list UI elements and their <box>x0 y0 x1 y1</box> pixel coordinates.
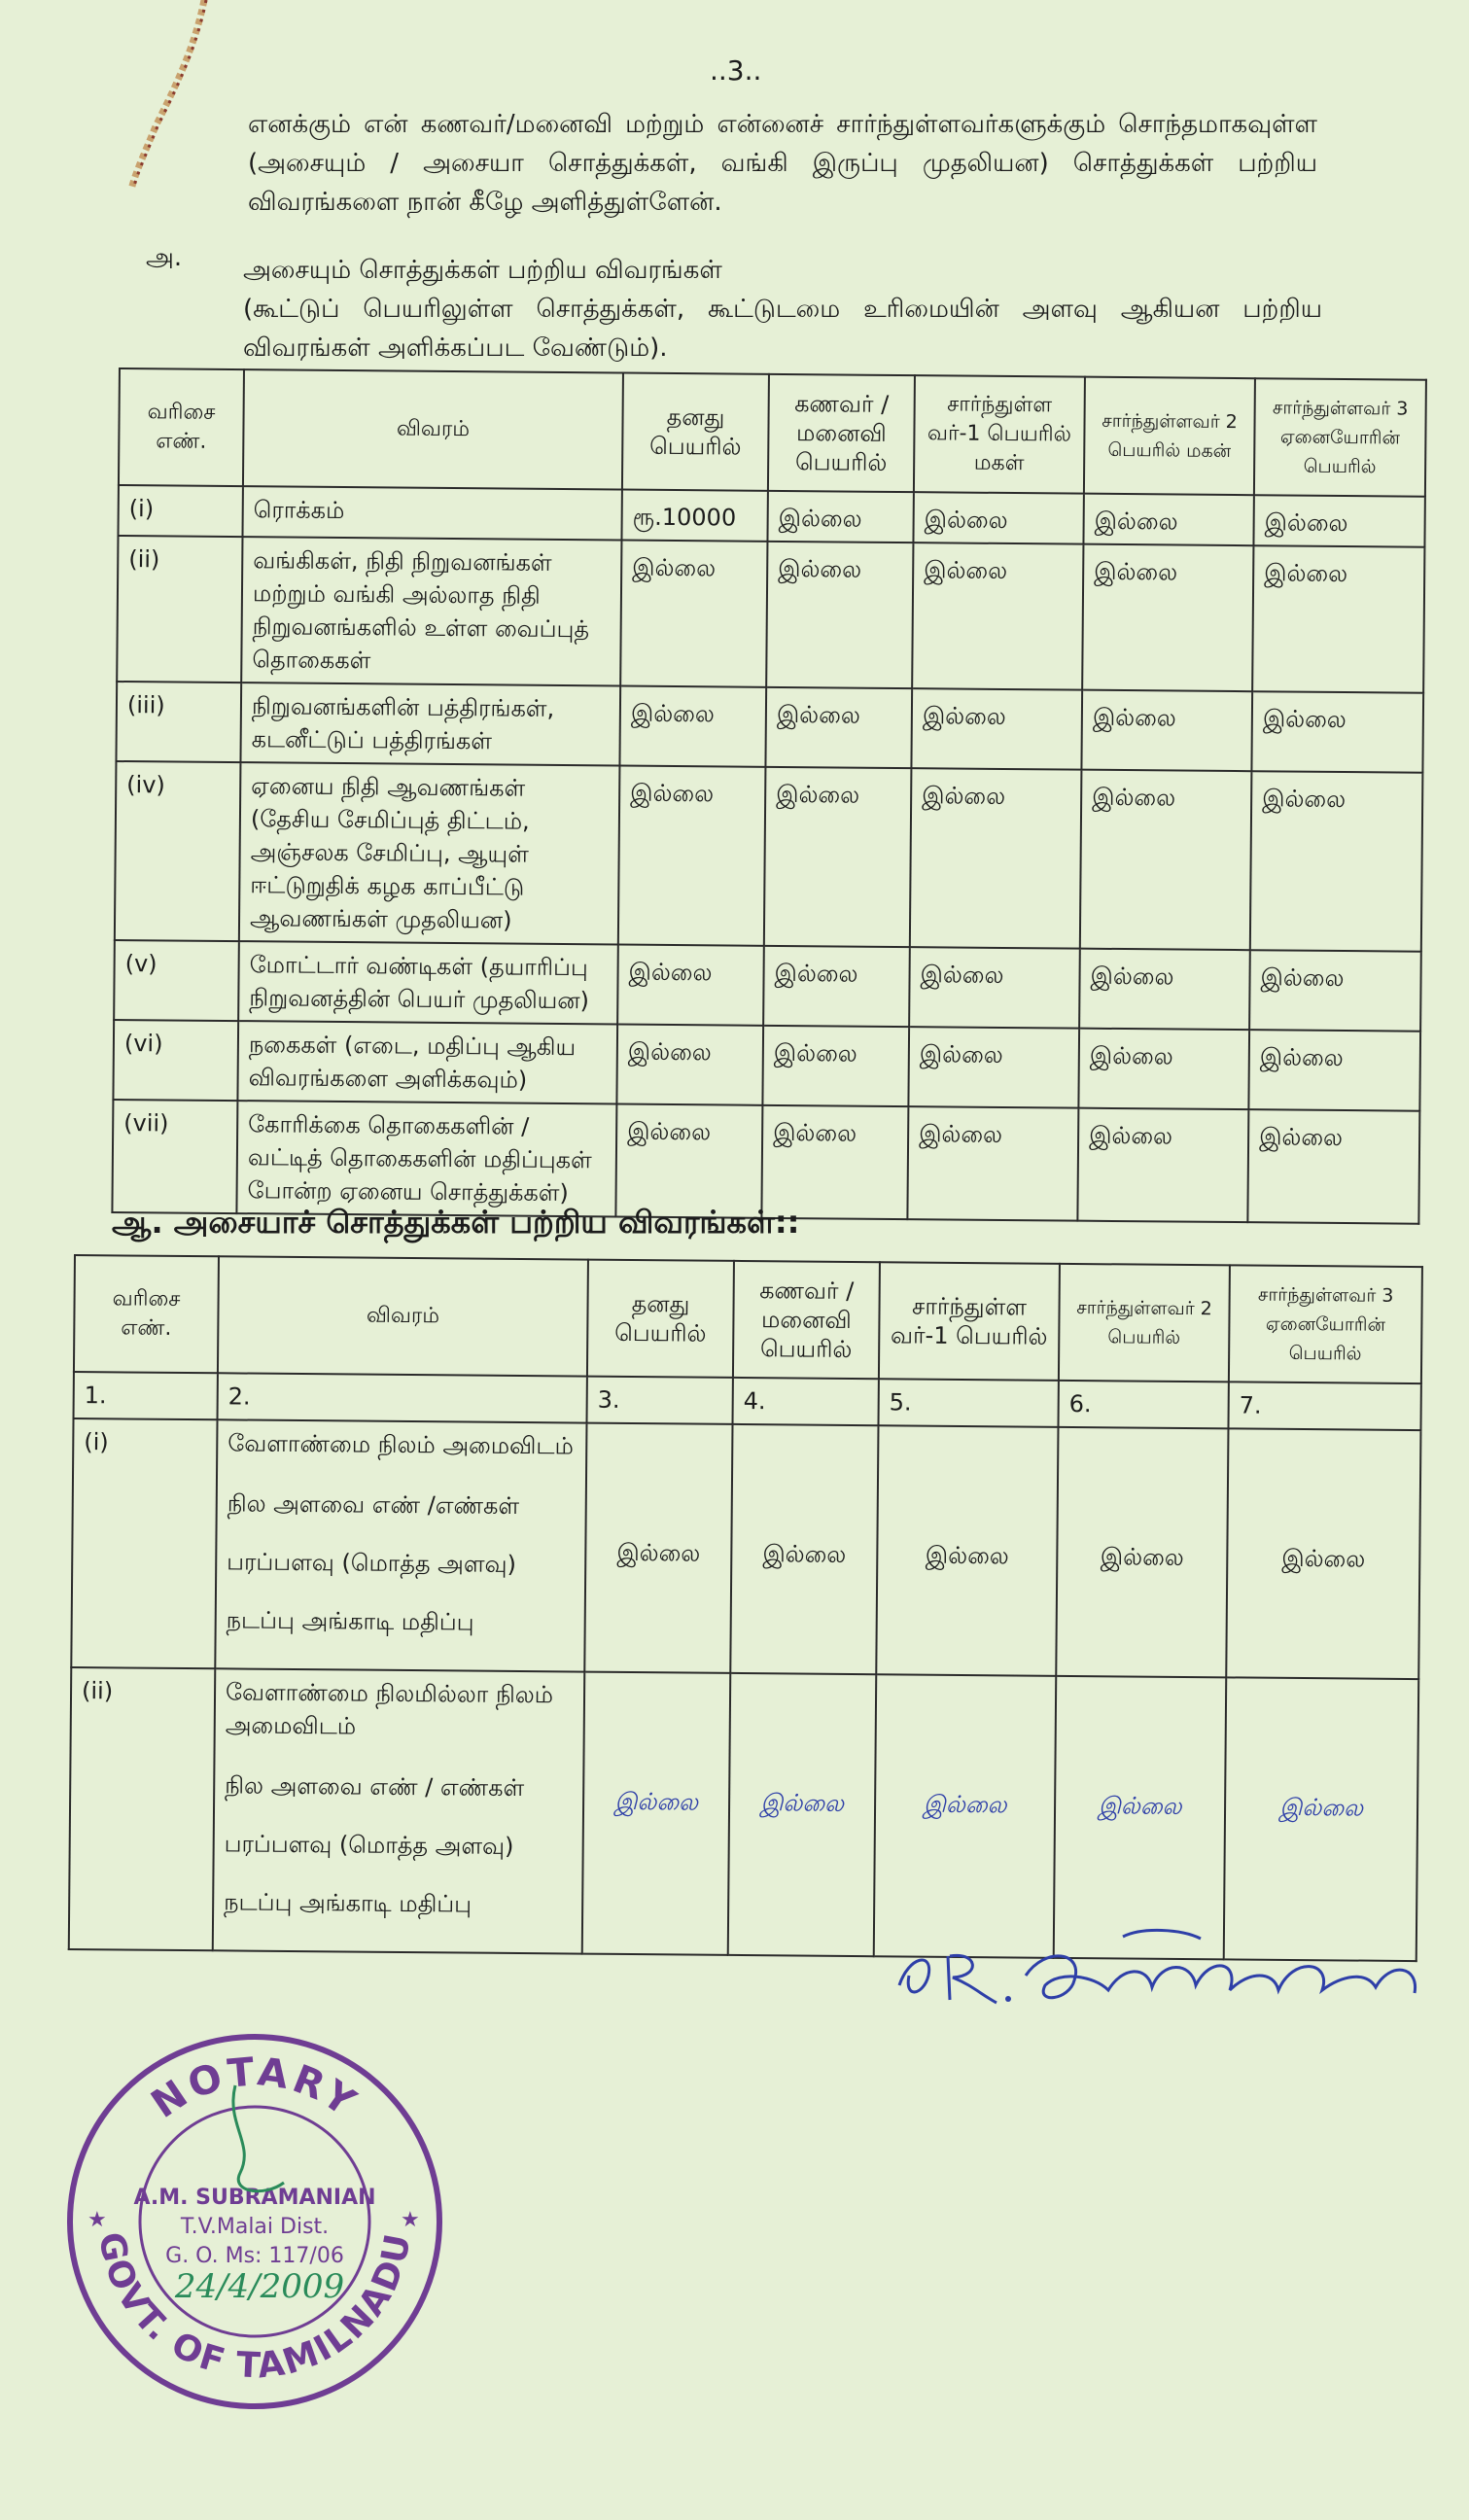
cell-self: இல்லை <box>618 766 766 946</box>
cell-dependent-1: இல்லை <box>912 542 1083 690</box>
row-description: நிறுவனங்களின் பத்திரங்கள், கடனீட்டுப் பத்திரங்கள் <box>240 682 620 765</box>
header-cell: தனது பெயரில் <box>587 1260 734 1378</box>
section-b-heading: ஆ. அசையாச் சொத்துக்கள் பற்றிய விவரங்கள்:: <box>112 1204 800 1241</box>
cell-dependent-1: இல்லை <box>876 1425 1058 1676</box>
cell-dependent-2: இல்லை <box>1078 1029 1249 1110</box>
row-description <box>213 1668 585 1953</box>
header-cell: கணவர் / மனைவி பெயரில் <box>768 374 915 492</box>
cell-spouse: இல்லை <box>730 1424 878 1674</box>
svg-text:★: ★ <box>87 2208 107 2232</box>
column-number: 4. <box>732 1378 878 1425</box>
row-number: (i) <box>71 1418 217 1668</box>
cell-self: இல்லை <box>619 686 766 767</box>
svg-text:★: ★ <box>401 2208 420 2232</box>
table-row <box>116 682 1423 773</box>
cell-dependent-3: இல்லை <box>1247 1109 1419 1224</box>
header-cell: சார்ந்துள்ள வர்-1 பெயரில் <box>879 1262 1060 1381</box>
row-number: (ii) <box>117 536 242 682</box>
stamp-date: 24/4/2009 <box>174 2267 345 2306</box>
row-description: வங்கிகள், நிதி நிறுவனங்கள் மற்றும் வங்கி அல்லாத நிதி நிறுவனங்களில் உள்ள வைப்புத் தொகைகள் <box>241 537 621 685</box>
binding-thread <box>117 0 224 194</box>
cell-dependent-1: இல்லை <box>913 492 1083 544</box>
table-row <box>115 761 1423 952</box>
row-number: (iv) <box>115 761 241 941</box>
notary-stamp <box>60 2027 449 2416</box>
row-number: (vii) <box>112 1100 237 1213</box>
cell-dependent-3: இல்லை <box>1252 545 1424 693</box>
cell-self: இல்லை <box>582 1672 731 1955</box>
page-number: ..3.. <box>710 54 762 87</box>
column-number: 1. <box>74 1372 218 1419</box>
row-description: ஏனைய நிதி ஆவணங்கள் (தேசிய சேமிப்புத் திட்டம், அஞ்சலக சேமிப்பு, ஆயுள் ஈட்டுறுதிக் கழக காப்பீட்டு ஆவணங்கள் முதலியன) <box>239 762 620 944</box>
table-header-row <box>74 1255 1422 1383</box>
description-line: பரப்பளவு (மொத்த அளவு) <box>227 1548 517 1578</box>
header-cell: சார்ந்துள்ளவர் 3 ஏனையோரின் பெயரில் <box>1254 378 1426 497</box>
cell-dependent-2: இல்லை <box>1079 949 1250 1031</box>
row-number: (vi) <box>113 1020 238 1101</box>
description-line: பரப்பளவு (மொத்த அளவு) <box>224 1830 514 1860</box>
cell-self: இல்லை <box>615 1104 762 1218</box>
cell-dependent-3: இல்லை <box>1248 1030 1420 1111</box>
table-row <box>117 536 1424 693</box>
header-cell: தனது பெயரில் <box>622 373 769 491</box>
stamp-order: G. O. Ms: 117/06 <box>165 2244 344 2268</box>
stamp-top-text: NOTARY <box>143 2049 367 2128</box>
cell-dependent-1: இல்லை <box>874 1674 1057 1958</box>
row-number: (i) <box>118 485 242 537</box>
table-header-row <box>119 368 1426 497</box>
cell-dependent-3: இல்லை <box>1226 1428 1420 1679</box>
cell-dependent-3: இல்லை <box>1251 691 1423 773</box>
cell-self: இல்லை <box>616 1025 763 1105</box>
cell-dependent-3: இல்லை <box>1224 1677 1419 1961</box>
header-cell: சார்ந்துள்ளவர் 2 பெயரில் <box>1059 1264 1230 1382</box>
cell-self: இல்லை <box>584 1423 732 1673</box>
cell-dependent-2: இல்லை <box>1077 1108 1248 1223</box>
cell-spouse: இல்லை <box>766 542 913 688</box>
cell-dependent-1: இல்லை <box>911 688 1082 770</box>
header-cell: சார்ந்துள்ள வர்-1 பெயரில் மகள் <box>914 375 1085 494</box>
column-number: 5. <box>878 1379 1058 1427</box>
section-a-marker: அ. <box>146 243 183 272</box>
cell-spouse: இல்லை <box>728 1673 877 1956</box>
description-line: நடப்பு அங்காடி மதிப்பு <box>224 1888 472 1918</box>
column-number: 7. <box>1228 1382 1420 1430</box>
row-description: கோரிக்கை தொகைகளின் / வட்டித் தொகைகளின் மதிப்புகள் போன்ற ஏனைய சொத்துக்கள்) <box>236 1101 616 1216</box>
cell-dependent-2: இல்லை <box>1080 770 1252 951</box>
stamp-district: T.V.Malai Dist. <box>180 2215 330 2239</box>
header-cell: சார்ந்துள்ளவர் 3 ஏனையோரின் பெயரில் <box>1229 1265 1422 1383</box>
description-line: வேளாண்மை நிலமில்லா நிலம் அமைவிடம் <box>225 1678 554 1740</box>
description-line: நில அளவை எண் / எண்கள் <box>225 1771 525 1802</box>
cell-self: ரூ.10000 <box>621 490 767 542</box>
column-number: 3. <box>587 1377 733 1424</box>
stamp-name: A.M. SUBRAMANIAN <box>133 2186 376 2210</box>
cell-dependent-1: இல்லை <box>909 947 1080 1029</box>
stamp-bottom-text: GOVT. OF TAMILNADU <box>89 2228 420 2387</box>
header-cell: வரிசை எண். <box>119 368 244 486</box>
cell-spouse: இல்லை <box>761 1105 908 1219</box>
cell-dependent-2: இல்லை <box>1081 690 1252 772</box>
cell-self: இல்லை <box>617 945 764 1026</box>
cell-spouse: இல்லை <box>763 946 910 1027</box>
section-a-note: (கூட்டுப் பெயரிலுள்ள சொத்துக்கள், கூட்டுடமை உரிமையின் அளவு ஆகியன பற்றிய விவரங்கள் அளிக்கப்பட வேண்டும்). <box>243 295 1322 363</box>
section-a-heading <box>243 251 1322 368</box>
cell-dependent-2: இல்லை <box>1054 1676 1227 1960</box>
table-row <box>114 940 1421 1032</box>
cell-dependent-1: இல்லை <box>908 1027 1079 1108</box>
cell-dependent-2: இல்லை <box>1056 1427 1228 1678</box>
cell-dependent-3: இல்லை <box>1250 771 1423 952</box>
movable-assets-table <box>111 368 1427 1225</box>
cell-spouse: இல்லை <box>765 687 912 768</box>
cell-spouse: இல்லை <box>762 1026 909 1106</box>
row-description <box>215 1419 586 1671</box>
immovable-assets-table <box>68 1254 1423 1962</box>
header-cell: விவரம் <box>243 369 623 489</box>
cell-dependent-2: இல்லை <box>1083 494 1253 546</box>
cell-dependent-2: இல்லை <box>1082 544 1253 692</box>
section-a-title: அசையும் சொத்துக்கள் பற்றிய விவரங்கள் <box>243 256 722 285</box>
cell-dependent-1: இல்லை <box>910 768 1082 949</box>
cell-dependent-3: இல்லை <box>1249 950 1421 1032</box>
header-cell: வரிசை எண். <box>74 1255 219 1373</box>
description-line: நில அளவை எண் /எண்கள் <box>227 1489 520 1521</box>
cell-dependent-3: இல்லை <box>1253 495 1424 547</box>
column-number: 6. <box>1058 1381 1228 1429</box>
column-number: 2. <box>218 1373 587 1422</box>
header-cell: சார்ந்துள்ளவர் 2 பெயரில் மகன் <box>1084 377 1255 496</box>
cell-spouse: இல்லை <box>764 767 912 947</box>
row-number: (iii) <box>116 682 241 762</box>
signature <box>890 1917 1444 2024</box>
cell-spouse: இல்லை <box>767 491 913 542</box>
row-description: ரொக்கம் <box>242 486 621 540</box>
intro-paragraph: எனக்கும் என் கணவர்/மனைவி மற்றும் என்னைச் சார்ந்துள்ளவர்களுக்கும் சொந்தமாகவுள்ள (அசையும் / அசையா சொத்துக்கள், வங்கி இருப்பு முதலியன) சொத்துக்கள் பற்றிய விவரங்களை நான் கீழே அளித்துள்ளேன். <box>248 110 1317 217</box>
row-description: நகைகள் (எடை, மதிப்பு ஆகிய விவரங்களை அளிக்கவும்) <box>237 1021 617 1103</box>
table-row <box>113 1020 1420 1111</box>
cell-self: இல்லை <box>620 541 767 687</box>
description-line: வேளாண்மை நிலம் அமைவிடம் <box>227 1429 574 1460</box>
table-row <box>71 1418 1420 1679</box>
row-number: (ii) <box>69 1667 216 1950</box>
row-number: (v) <box>114 940 239 1021</box>
description-line: நடப்பு அங்காடி மதிப்பு <box>226 1606 474 1636</box>
header-cell: விவரம் <box>218 1256 588 1376</box>
header-cell: கணவர் / மனைவி பெயரில் <box>733 1261 880 1379</box>
row-description: மோட்டார் வண்டிகள் (தயாரிப்பு நிறுவனத்தின் பெயர் முதலியன) <box>238 941 618 1024</box>
cell-dependent-1: இல்லை <box>907 1106 1078 1221</box>
